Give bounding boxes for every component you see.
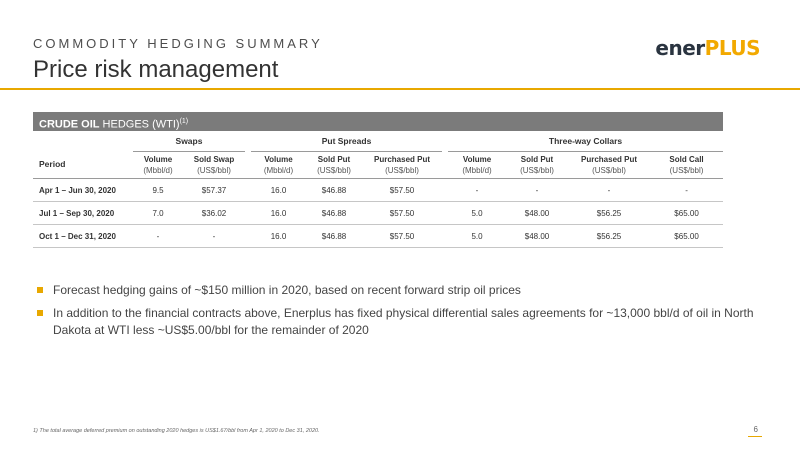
table-cell: $46.88 [306, 179, 362, 202]
header-divider [0, 88, 800, 90]
hedges-table [33, 131, 723, 248]
column-header: Sold Call (US$/bbl) [650, 152, 723, 179]
column-header: Volume (Mbbl/d) [448, 152, 506, 179]
table-cell: 16.0 [251, 202, 306, 225]
column-header: Volume (Mbbl/d) [133, 152, 183, 179]
group-swaps: Swaps [133, 131, 245, 152]
bullet-text: Forecast hedging gains of ~$150 million in 2020, based on recent forward strip oil prices [53, 283, 521, 297]
bullet-text: In addition to the financial contracts above, Enerplus has fixed physical differential sales agreements for ~13,000 bbl/d of oil in North Dakota at WTI less ~US$5.00/bbl for the remainder of 2020 [53, 306, 754, 337]
table-cell: - [568, 179, 650, 202]
table-cell: 7.0 [133, 202, 183, 225]
column-header: Sold Swap (US$/bbl) [183, 152, 245, 179]
period-cell: Jul 1 – Sep 30, 2020 [33, 202, 133, 225]
table-cell: $56.25 [568, 202, 650, 225]
table-cell: 16.0 [251, 179, 306, 202]
table-cell: - [183, 225, 245, 248]
period-cell: Oct 1 – Dec 31, 2020 [33, 225, 133, 248]
column-header: Sold Put (US$/bbl) [306, 152, 362, 179]
group-header-row [33, 131, 723, 152]
section-overline: COMMODITY HEDGING SUMMARY [33, 36, 323, 51]
column-header: Purchased Put (US$/bbl) [568, 152, 650, 179]
column-header-row [33, 152, 723, 179]
table-row [33, 179, 723, 202]
table-banner [33, 112, 723, 131]
hedges-table-panel [33, 112, 723, 248]
column-header: Volume (Mbbl/d) [251, 152, 306, 179]
table-cell: - [650, 179, 723, 202]
list-item [37, 282, 772, 299]
group-three-way-collars: Three-way Collars [448, 131, 723, 152]
logo-text-ener: ener [655, 36, 705, 60]
slide-header [0, 0, 800, 96]
group-put-spreads: Put Spreads [251, 131, 442, 152]
table-row [33, 225, 723, 248]
column-header: Sold Put (US$/bbl) [506, 152, 568, 179]
table-cell: $57.50 [362, 179, 442, 202]
table-cell: 5.0 [448, 202, 506, 225]
table-cell: - [133, 225, 183, 248]
enerplus-logo [655, 36, 760, 60]
period-header: Period [33, 152, 133, 179]
bullet-list [37, 282, 772, 345]
footnote: 1) The total average deferred premium on outstanding 2020 hedges is US$1.67/bbl from Apr 1, 2020 to Dec 31, 2020. [33, 428, 320, 434]
table-cell: 16.0 [251, 225, 306, 248]
blank-cell [33, 131, 133, 152]
page-number: 6 [753, 425, 758, 434]
table-cell: - [448, 179, 506, 202]
banner-text: HEDGES (WTI) [99, 118, 180, 131]
bullet-square-icon [37, 287, 43, 293]
table-row [33, 202, 723, 225]
table-cell: $65.00 [650, 202, 723, 225]
table-cell: $57.37 [183, 179, 245, 202]
period-cell: Apr 1 – Jun 30, 2020 [33, 179, 133, 202]
page-number-rule [748, 436, 762, 437]
logo-text-plus: PLUS [704, 36, 760, 60]
table-cell: $46.88 [306, 202, 362, 225]
list-item [37, 305, 772, 339]
table-cell: - [506, 179, 568, 202]
table-cell: $57.50 [362, 225, 442, 248]
table-cell: $48.00 [506, 202, 568, 225]
bullet-square-icon [37, 310, 43, 316]
table-cell: $57.50 [362, 202, 442, 225]
banner-bold-text: CRUDE OIL [39, 118, 100, 131]
table-cell: 9.5 [133, 179, 183, 202]
table-cell: $46.88 [306, 225, 362, 248]
banner-footnote-ref: (1) [179, 118, 189, 125]
table-cell: $65.00 [650, 225, 723, 248]
column-header: Purchased Put (US$/bbl) [362, 152, 442, 179]
page-title: Price risk management [33, 56, 279, 83]
table-cell: $48.00 [506, 225, 568, 248]
table-cell: $36.02 [183, 202, 245, 225]
table-cell: $56.25 [568, 225, 650, 248]
table-cell: 5.0 [448, 225, 506, 248]
